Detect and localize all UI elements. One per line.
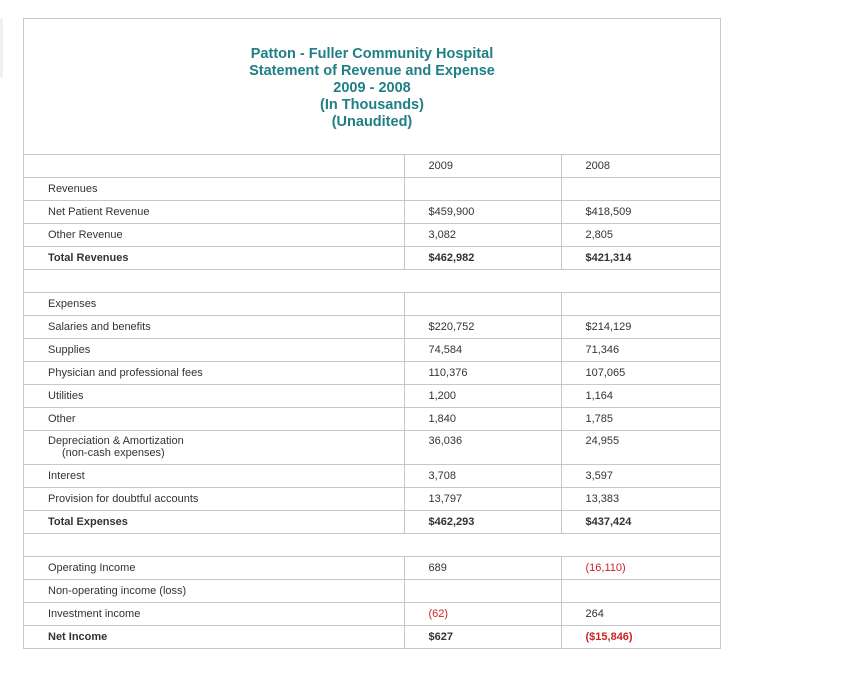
table-row	[24, 339, 720, 362]
value-2009: 1,200	[404, 385, 561, 408]
statement-table	[24, 155, 720, 648]
value-2009: $459,900	[404, 201, 561, 224]
value-2009: 689	[404, 557, 561, 580]
value-2008: $418,509	[561, 201, 720, 224]
row-label: Utilities	[24, 385, 404, 408]
row-label: Total Expenses	[24, 511, 404, 534]
value-2008: 2,805	[561, 224, 720, 247]
depreciation-row	[24, 431, 720, 465]
depreciation-label: Depreciation & Amortization	[48, 435, 184, 447]
value-2009: $627	[404, 626, 561, 649]
value-2009: 36,036	[404, 431, 561, 465]
value-2009: 110,376	[404, 362, 561, 385]
table-row	[24, 316, 720, 339]
value-2008: 107,065	[561, 362, 720, 385]
net-income-row	[24, 626, 720, 649]
value-2008: 24,955	[561, 431, 720, 465]
row-label: Operating Income	[24, 557, 404, 580]
expenses-heading: Expenses	[24, 293, 404, 316]
row-label: Physician and professional fees	[24, 362, 404, 385]
value-2009: 13,797	[404, 488, 561, 511]
row-label: Salaries and benefits	[24, 316, 404, 339]
table-row	[24, 465, 720, 488]
row-label: Other	[24, 408, 404, 431]
operating-income-row	[24, 557, 720, 580]
value-2008: 1,785	[561, 408, 720, 431]
row-label: Total Revenues	[24, 247, 404, 270]
expenses-heading-row	[24, 293, 720, 316]
value-2009: $462,982	[404, 247, 561, 270]
value-2009: 3,708	[404, 465, 561, 488]
revenues-heading: Revenues	[24, 178, 404, 201]
row-label: Provision for doubtful accounts	[24, 488, 404, 511]
table-row	[24, 201, 720, 224]
value-2008: 264	[561, 603, 720, 626]
value-2008: 3,597	[561, 465, 720, 488]
hospital-name: Patton - Fuller Community Hospital	[250, 46, 494, 62]
row-label: Other Revenue	[24, 224, 404, 247]
value-2008: $421,314	[561, 247, 720, 270]
value-2009: $220,752	[404, 316, 561, 339]
total-expenses-row	[24, 511, 720, 534]
left-edge-marker	[0, 18, 3, 78]
statement-audit-status: (Unaudited)	[331, 114, 413, 130]
row-label: Net Income	[24, 626, 404, 649]
table-row	[24, 362, 720, 385]
value-2008: $214,129	[561, 316, 720, 339]
value-2008: 71,346	[561, 339, 720, 362]
value-2008: (16,110)	[561, 557, 720, 580]
value-2008: 13,383	[561, 488, 720, 511]
row-label: Net Patient Revenue	[24, 201, 404, 224]
statement-header	[24, 19, 720, 155]
revenues-heading-row	[24, 178, 720, 201]
value-2009: 74,584	[404, 339, 561, 362]
table-row	[24, 408, 720, 431]
value-2008: ($15,846)	[561, 626, 720, 649]
spacer-row	[24, 270, 720, 293]
row-label: Investment income	[24, 603, 404, 626]
row-label: Non-operating income (loss)	[24, 580, 404, 603]
label-column-header	[24, 155, 404, 178]
nonoperating-income-row	[24, 580, 720, 603]
row-label: Interest	[24, 465, 404, 488]
value-2009: $462,293	[404, 511, 561, 534]
value-2009: 3,082	[404, 224, 561, 247]
column-header-row	[24, 155, 720, 178]
statement-units: (In Thousands)	[320, 97, 424, 113]
year-2008-header: 2008	[561, 155, 720, 178]
financial-statement	[23, 18, 721, 649]
statement-title: Statement of Revenue and Expense	[249, 63, 495, 79]
depreciation-sublabel: (non-cash expenses)	[62, 447, 165, 459]
row-label	[24, 431, 404, 465]
table-row	[24, 385, 720, 408]
value-2009: (62)	[404, 603, 561, 626]
total-revenues-row	[24, 247, 720, 270]
statement-years: 2009 - 2008	[333, 80, 411, 96]
value-2009: 1,840	[404, 408, 561, 431]
value-2008: $437,424	[561, 511, 720, 534]
spacer-row	[24, 534, 720, 557]
investment-income-row	[24, 603, 720, 626]
table-row	[24, 224, 720, 247]
value-2008: 1,164	[561, 385, 720, 408]
table-row	[24, 488, 720, 511]
row-label: Supplies	[24, 339, 404, 362]
year-2009-header: 2009	[404, 155, 561, 178]
